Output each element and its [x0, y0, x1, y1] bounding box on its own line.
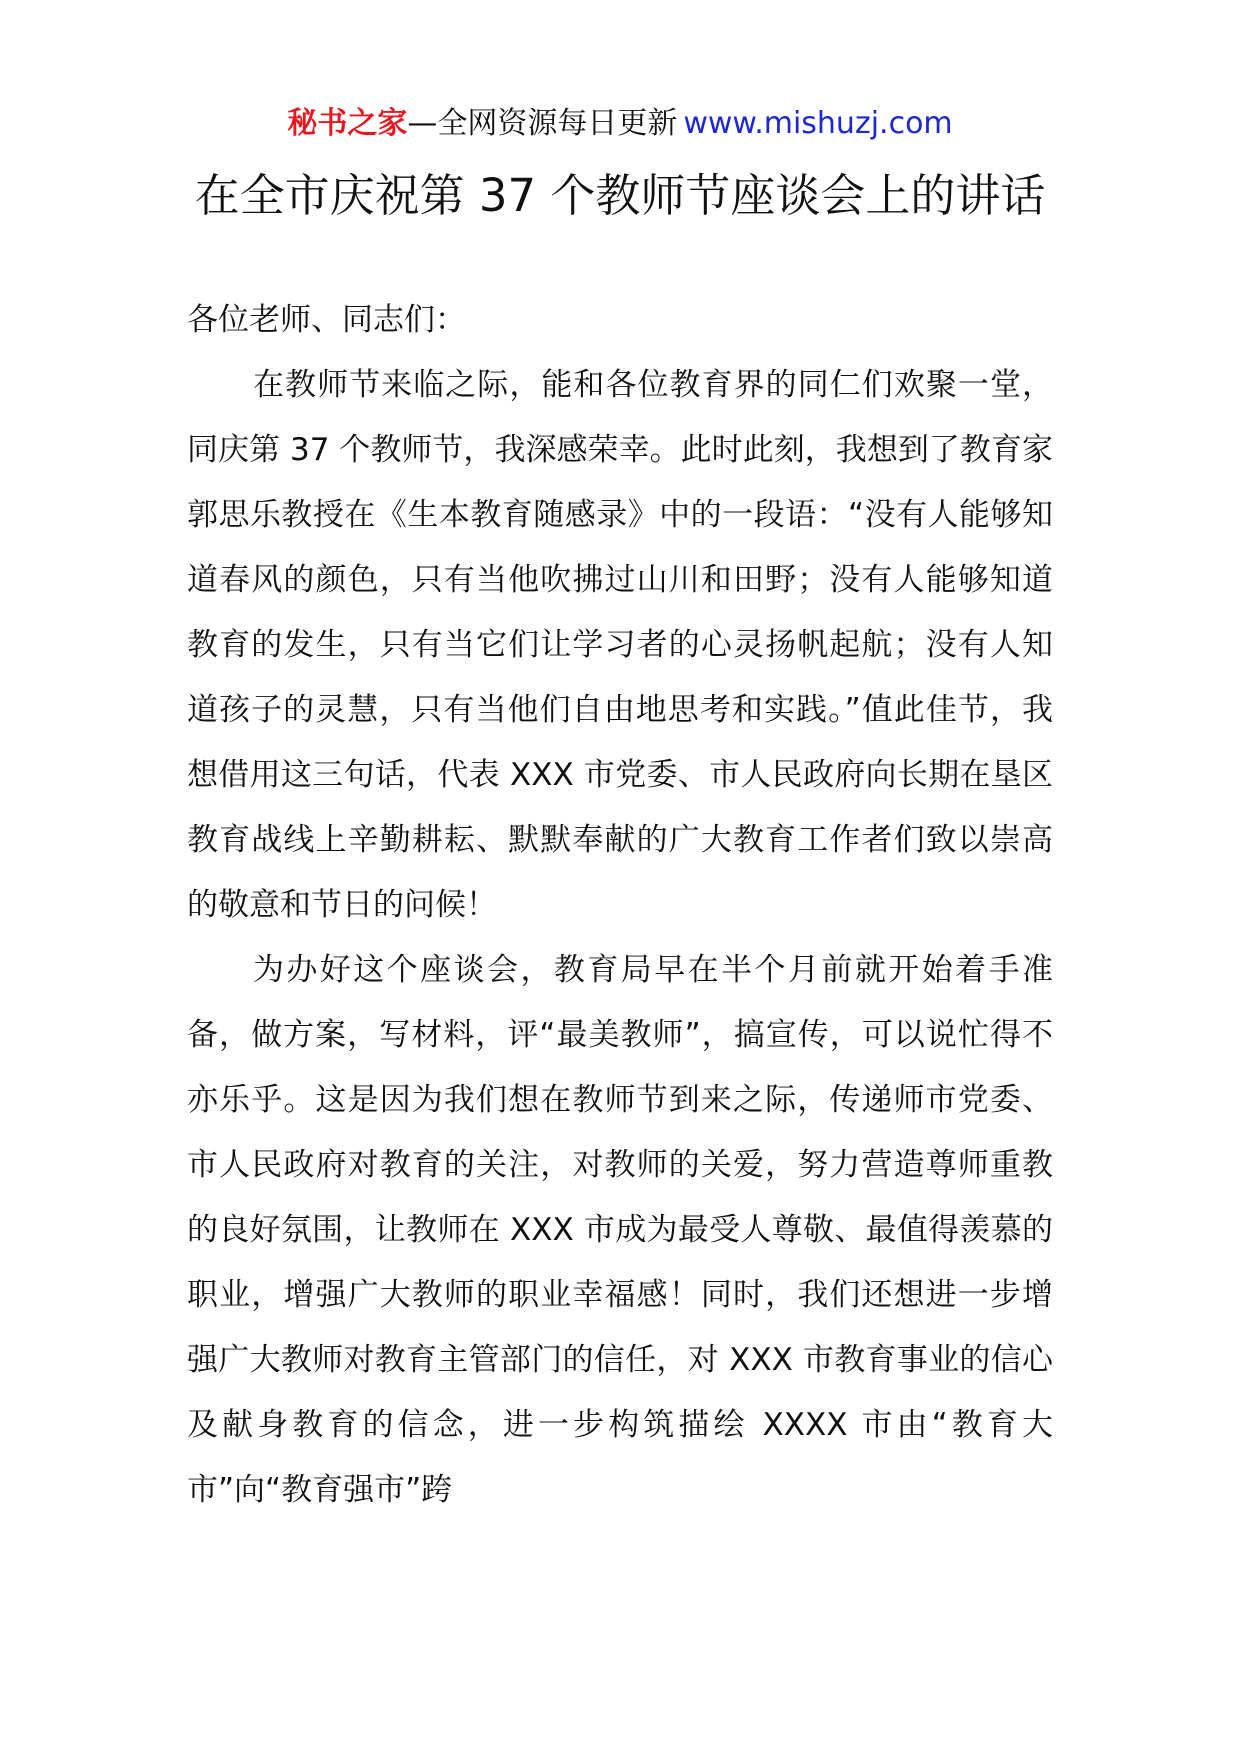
salutation: 各位老师、同志们：: [187, 302, 466, 338]
header-tagline: —全网资源每日更新: [407, 106, 678, 141]
site-url-link[interactable]: www.mishuzj.com: [683, 106, 953, 141]
document-title: 在全市庆祝第 37 个教师节座谈会上的讲话: [194, 169, 1046, 222]
site-header: [0, 100, 1240, 148]
document-body: [187, 288, 1053, 1523]
body-paragraph-1: 在教师节来临之际，能和各位教育界的同仁们欢聚一堂，同庆第 37 个教师节，我深感荣幸。此时此刻，我想到了教育家郭思乐教授在《生本教育随感录》中的一段语：“没有人能够知道春风的颜色，只有当他吹拂过山川和田野；没有人能够知道教育的发生，只有当它们让学习者的心灵扬帆起航；没有人知道孩子的灵慧，只有当他们自由地思考和实践。”值此佳节，我想借用这三句话，代表 XXX 市党委、市人民政府向长期在垦区教育战线上辛勤耕耘、默默奉献的广大教育工作者们致以崇高的敬意和节日的问候！: [187, 367, 1053, 923]
brand-name: 秘书之家: [287, 106, 408, 141]
body-paragraph-2: 为办好这个座谈会，教育局早在半个月前就开始着手准备，做方案，写材料，评“最美教师”，搞宣传，可以说忙得不亦乐乎。这是因为我们想在教师节到来之际，传递师市党委、市人民政府对教育的关注，对教师的关爱，努力营造尊师重教的良好氛围，让教师在 XXX 市成为最受人尊敬、最值得羡慕的职业，增强广大教师的职业幸福感！同时，我们还想进一步增强广大教师对教育主管部门的信任，对 XXX 市教育事业的信心及献身教育的信念，进一步构筑描绘 XXXX 市由“教育大市”向“教育强市”跨: [187, 952, 1053, 1508]
